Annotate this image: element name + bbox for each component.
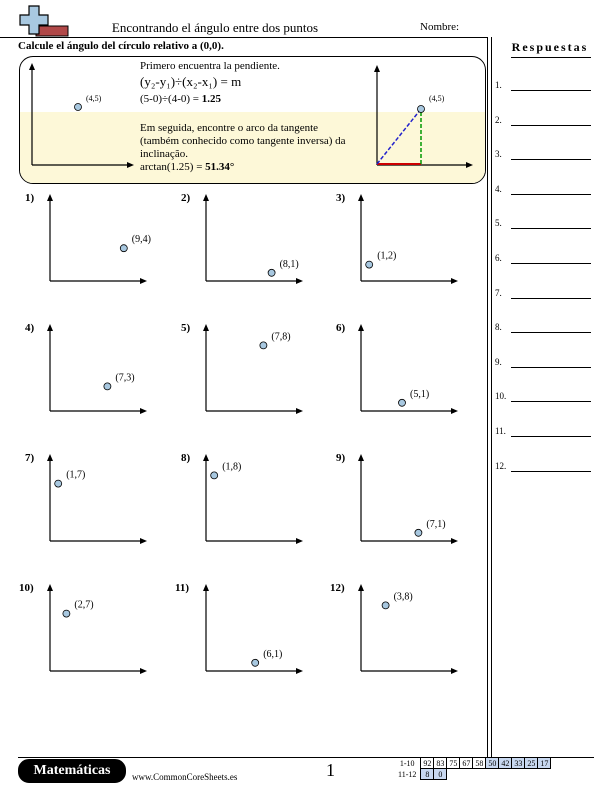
x-axis-arrow (296, 408, 303, 414)
example-box (19, 56, 486, 184)
question-number: 5) (181, 322, 191, 334)
answer-blank-8[interactable] (511, 332, 591, 333)
answers-title-underline (511, 57, 591, 58)
instructions: Calcule el ángulo del círculo relativo a (0,0). (18, 40, 224, 52)
example-point-right (418, 106, 425, 113)
data-point (63, 610, 70, 617)
answer-number: 7. (495, 287, 502, 298)
score-row-label: 1-10 (399, 758, 415, 768)
score-cell: 42 (499, 758, 512, 769)
question-number: 8) (181, 452, 191, 464)
answer-blank-1[interactable] (511, 90, 591, 91)
x-axis-arrow (296, 278, 303, 284)
score-cell: 33 (512, 758, 525, 769)
answer-number: 1. (495, 80, 502, 90)
point-label: (8,1) (279, 258, 299, 270)
example-point (75, 104, 82, 111)
question-number: 12) (330, 582, 345, 594)
example-step2-line3: inclinação. (140, 148, 188, 160)
score-cell: 8 (421, 769, 434, 780)
score-table (396, 757, 551, 780)
answer-number: 10. (495, 391, 507, 402)
coordinate-graph (196, 582, 316, 682)
answer-blank-6[interactable] (511, 263, 591, 264)
answer-blank-4[interactable] (511, 194, 591, 195)
x-axis-arrow (140, 408, 147, 414)
answers-title: Respuestas (511, 40, 589, 54)
example-point-label: (4,5) (86, 94, 102, 103)
coordinate-graph (196, 192, 316, 292)
score-cell: 67 (460, 758, 473, 769)
x-axis-arrow (451, 278, 458, 284)
coordinate-graph (196, 322, 316, 422)
coordinate-graph (40, 192, 160, 292)
point-label: (9,4) (131, 234, 151, 246)
answer-blank-5[interactable] (511, 228, 591, 229)
example-step2-line2: (também conhecido como tangente inversa) da (140, 135, 346, 147)
answer-number: 5. (495, 218, 502, 229)
score-cell: 50 (486, 758, 499, 769)
score-row-label: 11-12 (398, 769, 417, 779)
point-label: (5,1) (410, 388, 430, 400)
answer-number: 8. (495, 322, 502, 333)
question-number: 10) (19, 582, 34, 594)
question-number: 7) (25, 452, 35, 464)
score-cell: 25 (525, 758, 538, 769)
coordinate-graph (40, 582, 160, 682)
point-label: (3,8) (393, 591, 413, 603)
x-axis-arrow (451, 668, 458, 674)
answer-number: 9. (495, 356, 502, 367)
example-point-label-right: (4,5) (429, 94, 445, 103)
data-point (366, 261, 373, 268)
point-label: (7,1) (426, 518, 446, 530)
coordinate-graph (351, 322, 471, 422)
data-point (211, 472, 218, 479)
score-cell: 0 (434, 769, 447, 780)
y-axis-arrow (203, 194, 209, 201)
answer-blank-2[interactable] (511, 125, 591, 126)
y-axis-arrow (203, 584, 209, 591)
question-number: 3) (336, 192, 346, 204)
question-number: 9) (336, 452, 346, 464)
score-cell: 17 (538, 758, 551, 769)
page-number: 1 (326, 760, 335, 780)
answer-blank-7[interactable] (511, 298, 591, 299)
answer-number: 4. (495, 183, 502, 194)
coordinate-graph (351, 452, 471, 552)
y-axis-arrow (358, 584, 364, 591)
coordinate-graph (196, 452, 316, 552)
answer-blank-12[interactable] (511, 471, 591, 472)
point-label: (7,3) (115, 372, 135, 384)
data-point (260, 342, 267, 349)
y-axis-arrow (358, 324, 364, 331)
answer-column-divider-inner (491, 37, 492, 757)
coordinate-graph (40, 452, 160, 552)
answer-blank-3[interactable] (511, 159, 591, 160)
y-axis-arrow (47, 324, 53, 331)
data-point (120, 245, 127, 252)
point-label: (1,8) (222, 461, 242, 473)
data-point (252, 659, 259, 666)
answer-blank-11[interactable] (511, 436, 591, 437)
point-label: (7,8) (271, 331, 291, 343)
question-number: 4) (25, 322, 35, 334)
point-label: (1,7) (66, 469, 86, 481)
site-url: www.CommonCoreSheets.es (132, 772, 238, 782)
point-label: (6,1) (263, 648, 283, 660)
y-axis-arrow (203, 324, 209, 331)
data-point (55, 480, 62, 487)
answer-blank-10[interactable] (511, 401, 591, 402)
data-point (415, 529, 422, 536)
answer-number: 2. (495, 114, 502, 125)
brand-badge: Matemáticas (18, 759, 126, 783)
data-point (382, 602, 389, 609)
hypotenuse (377, 109, 421, 164)
arctan-calculation: arctan(1.25) = 51.34° (140, 161, 235, 173)
y-axis-arrow (358, 194, 364, 201)
x-axis-arrow (451, 538, 458, 544)
answer-column-divider (487, 37, 488, 757)
y-axis-arrow (358, 454, 364, 461)
score-cell: 83 (434, 758, 447, 769)
coordinate-graph (351, 582, 471, 682)
question-number: 11) (175, 582, 190, 594)
example-step2-line1: Em seguida, encontre o arco da tangente (140, 122, 319, 134)
answer-number: 11. (495, 426, 506, 436)
y-axis-arrow (47, 584, 53, 591)
x-axis-arrow (140, 538, 147, 544)
answer-number: 3. (495, 149, 502, 160)
question-number: 2) (181, 192, 191, 204)
y-axis-arrow (47, 194, 53, 201)
answer-number: 12. (495, 460, 507, 471)
coordinate-graph (40, 322, 160, 422)
coordinate-graph (351, 192, 471, 292)
example-graph-right (370, 57, 485, 183)
x-axis-arrow (140, 668, 147, 674)
question-number: 6) (336, 322, 346, 334)
question-number: 1) (25, 192, 35, 204)
y-axis-arrow (203, 454, 209, 461)
point-label: (2,7) (74, 599, 94, 611)
x-axis-arrow (296, 538, 303, 544)
name-label: Nombre: (420, 21, 460, 33)
x-axis-arrow (140, 278, 147, 284)
x-axis-arrow (296, 668, 303, 674)
score-cell: 92 (421, 758, 434, 769)
page-title: Encontrando el ángulo entre dos puntos (111, 20, 319, 35)
x-axis-arrow (451, 408, 458, 414)
slope-formula: (y₂-y₁)÷(x₂-x₁) = m (140, 74, 242, 89)
data-point (104, 383, 111, 390)
header-divider (0, 37, 487, 38)
data-point (399, 399, 406, 406)
answer-number: 6. (495, 253, 502, 263)
y-axis-arrow (47, 454, 53, 461)
score-cell: 58 (473, 758, 486, 769)
answer-blank-9[interactable] (511, 367, 591, 368)
score-cell: 75 (447, 758, 460, 769)
example-step1: Primero encuentra la pendiente. (140, 60, 280, 72)
slope-calculation: (5-0)÷(4-0) = 1.25 (140, 93, 221, 105)
data-point (268, 269, 275, 276)
point-label: (1,2) (377, 250, 397, 262)
